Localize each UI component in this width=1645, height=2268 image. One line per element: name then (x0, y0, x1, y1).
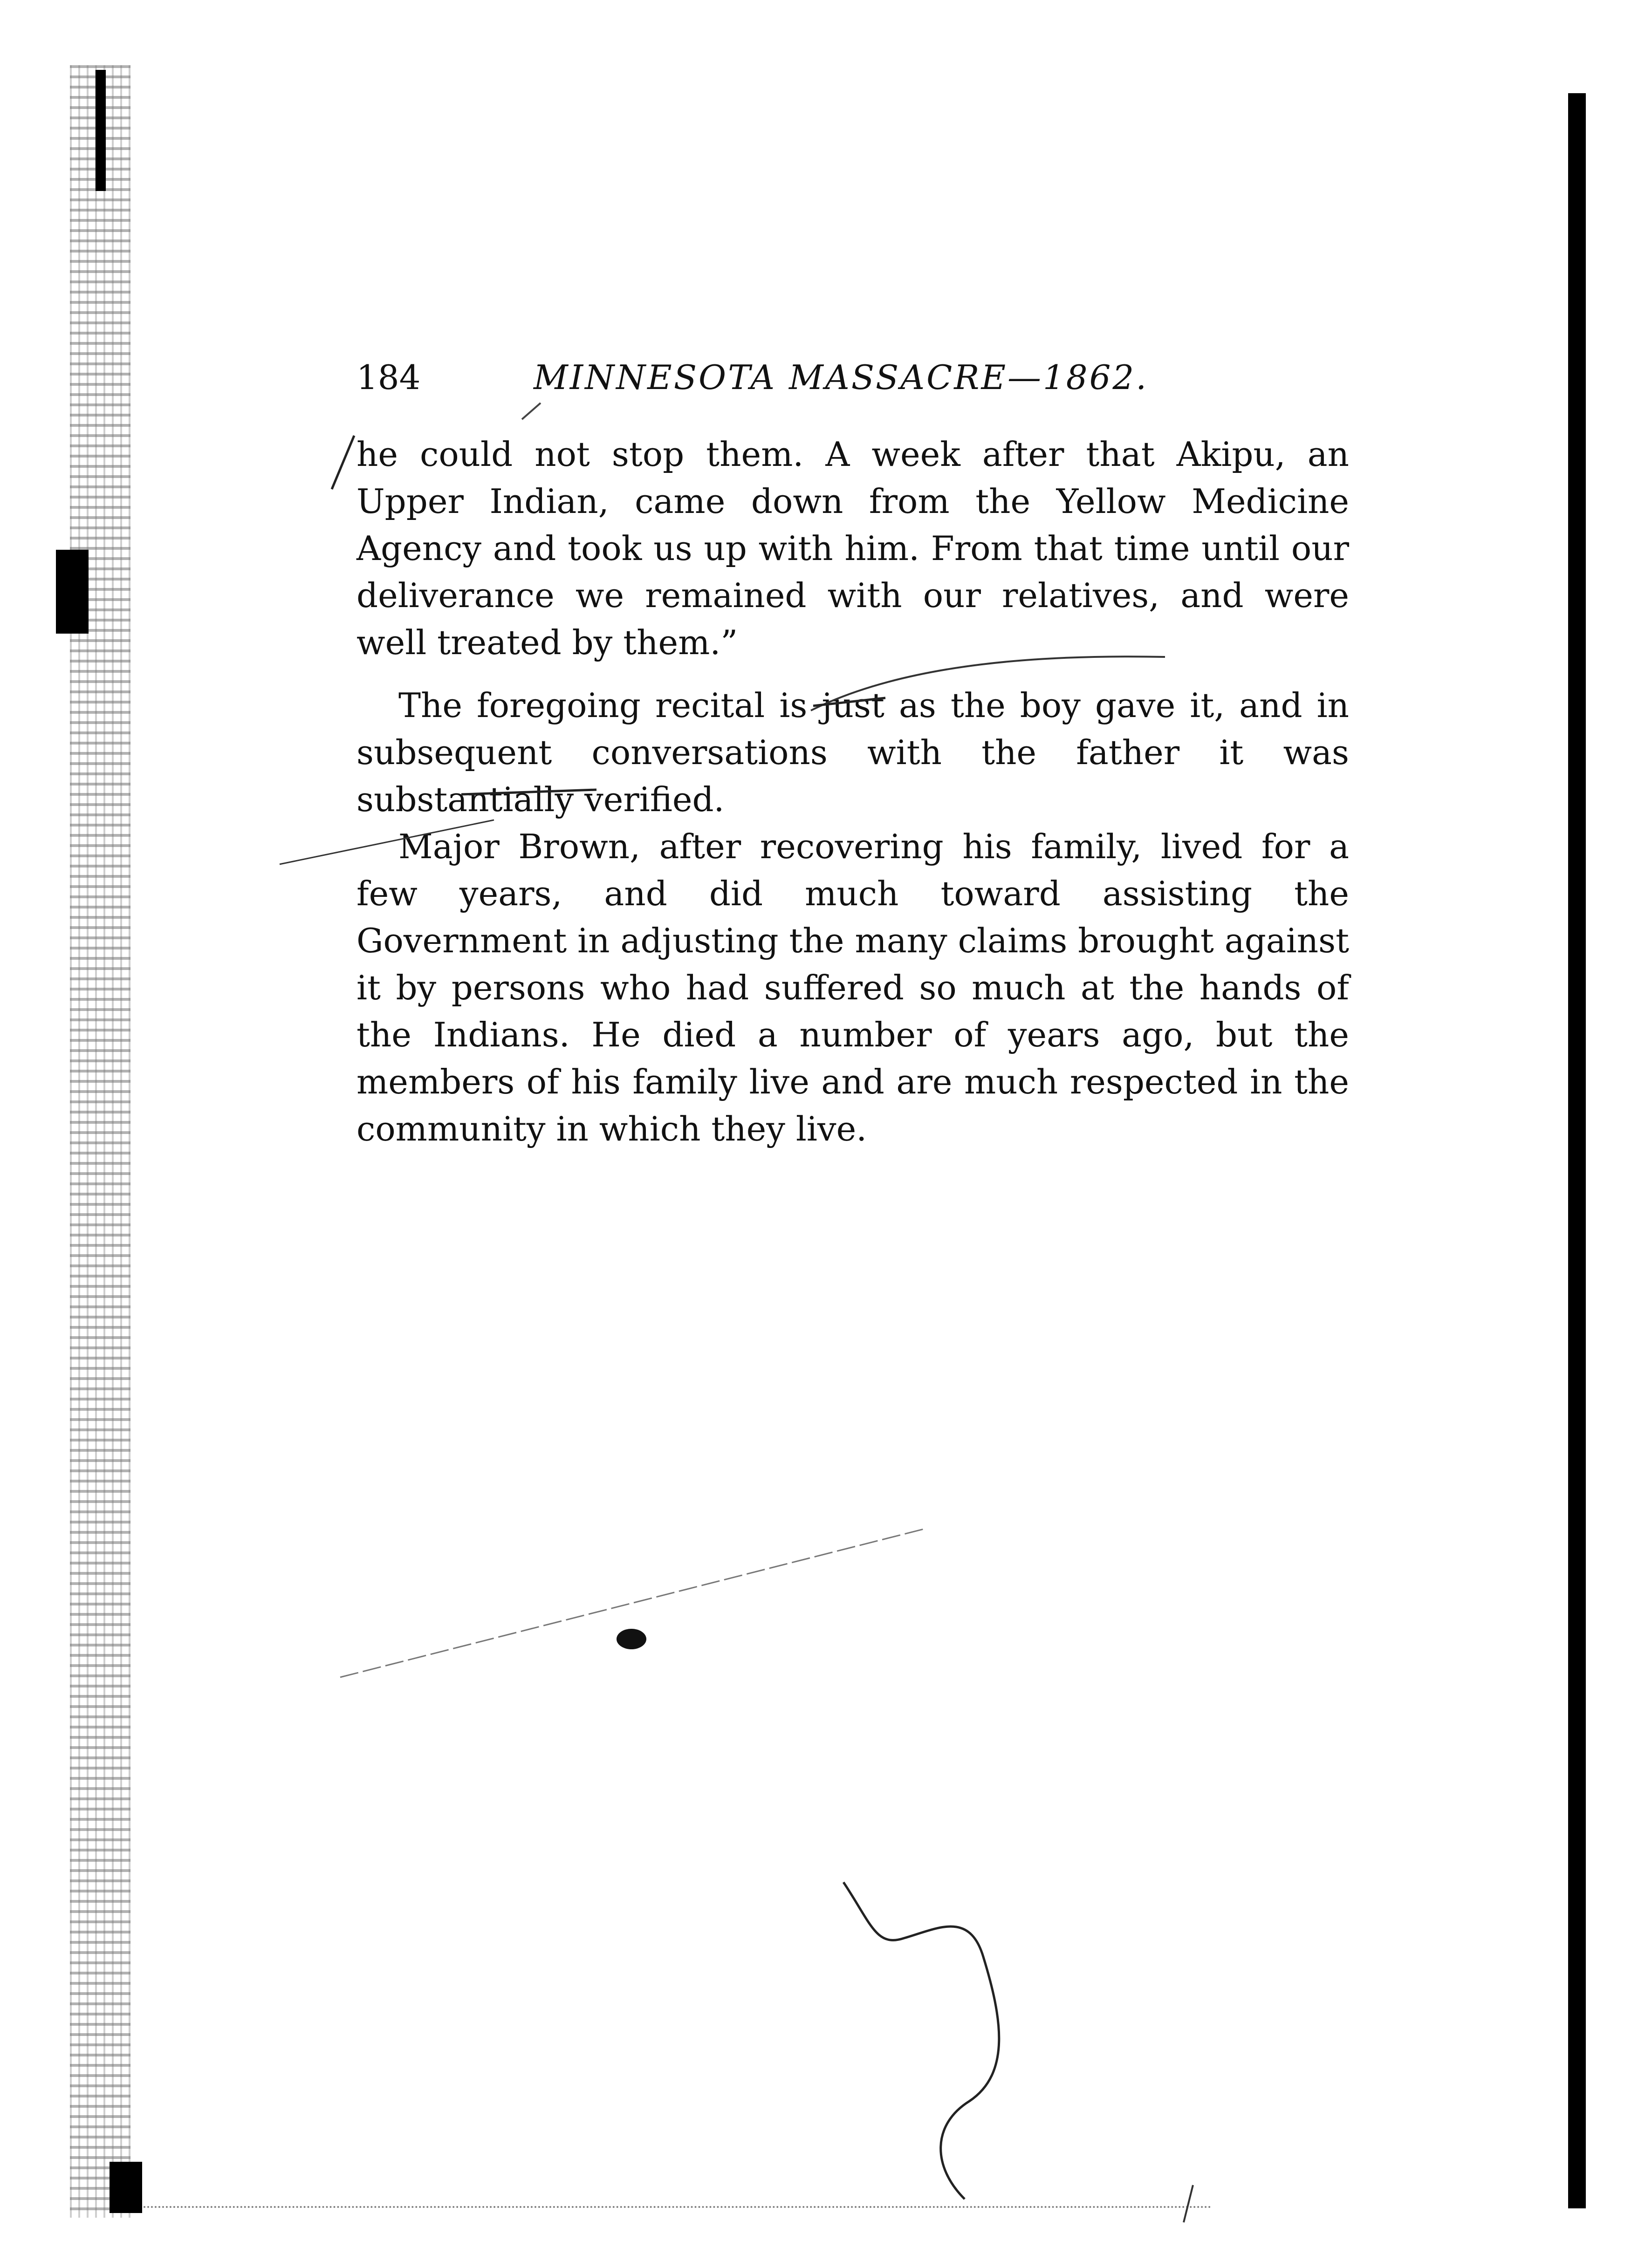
pencil-diagonal-line (340, 1528, 927, 1677)
paragraph-3: Major Brown, after recovering his family, lived for a few years, and did much toward assisting the Government in adjusting the many claims brought against it by persons who had suffered so much at the hands of the Indians. He died a number of years ago, but the members of his family live and are much respected in the community in which they live. (356, 827, 1349, 1148)
pencil-wavy-line (843, 1882, 999, 2199)
ink-blot (617, 1629, 646, 1649)
pencil-strike-verified (461, 790, 596, 794)
pencil-strike-just (813, 698, 885, 706)
pencil-slash-mark (332, 436, 354, 489)
pencil-long-line (280, 820, 494, 864)
running-title: MINNESOTA MASSACRE—1862. (534, 358, 1149, 397)
pencil-curve-line (811, 656, 1165, 710)
pencil-small-mark (1184, 2185, 1193, 2222)
paragraph-1: he could not stop them. A week after that Akipu, an Upper Indian, came down from the Yellow Medicine Agency and took us up with him. From that time until our deliverance we remained with our relatives, and were well treated by them.” (356, 435, 1349, 662)
page-number: 184 (356, 358, 421, 397)
pencil-tick-mark (522, 403, 541, 419)
paragraph-2: The foregoing recital is just as the boy gave it, and in subsequent conversations with the father it was substantially verified. (356, 686, 1349, 819)
